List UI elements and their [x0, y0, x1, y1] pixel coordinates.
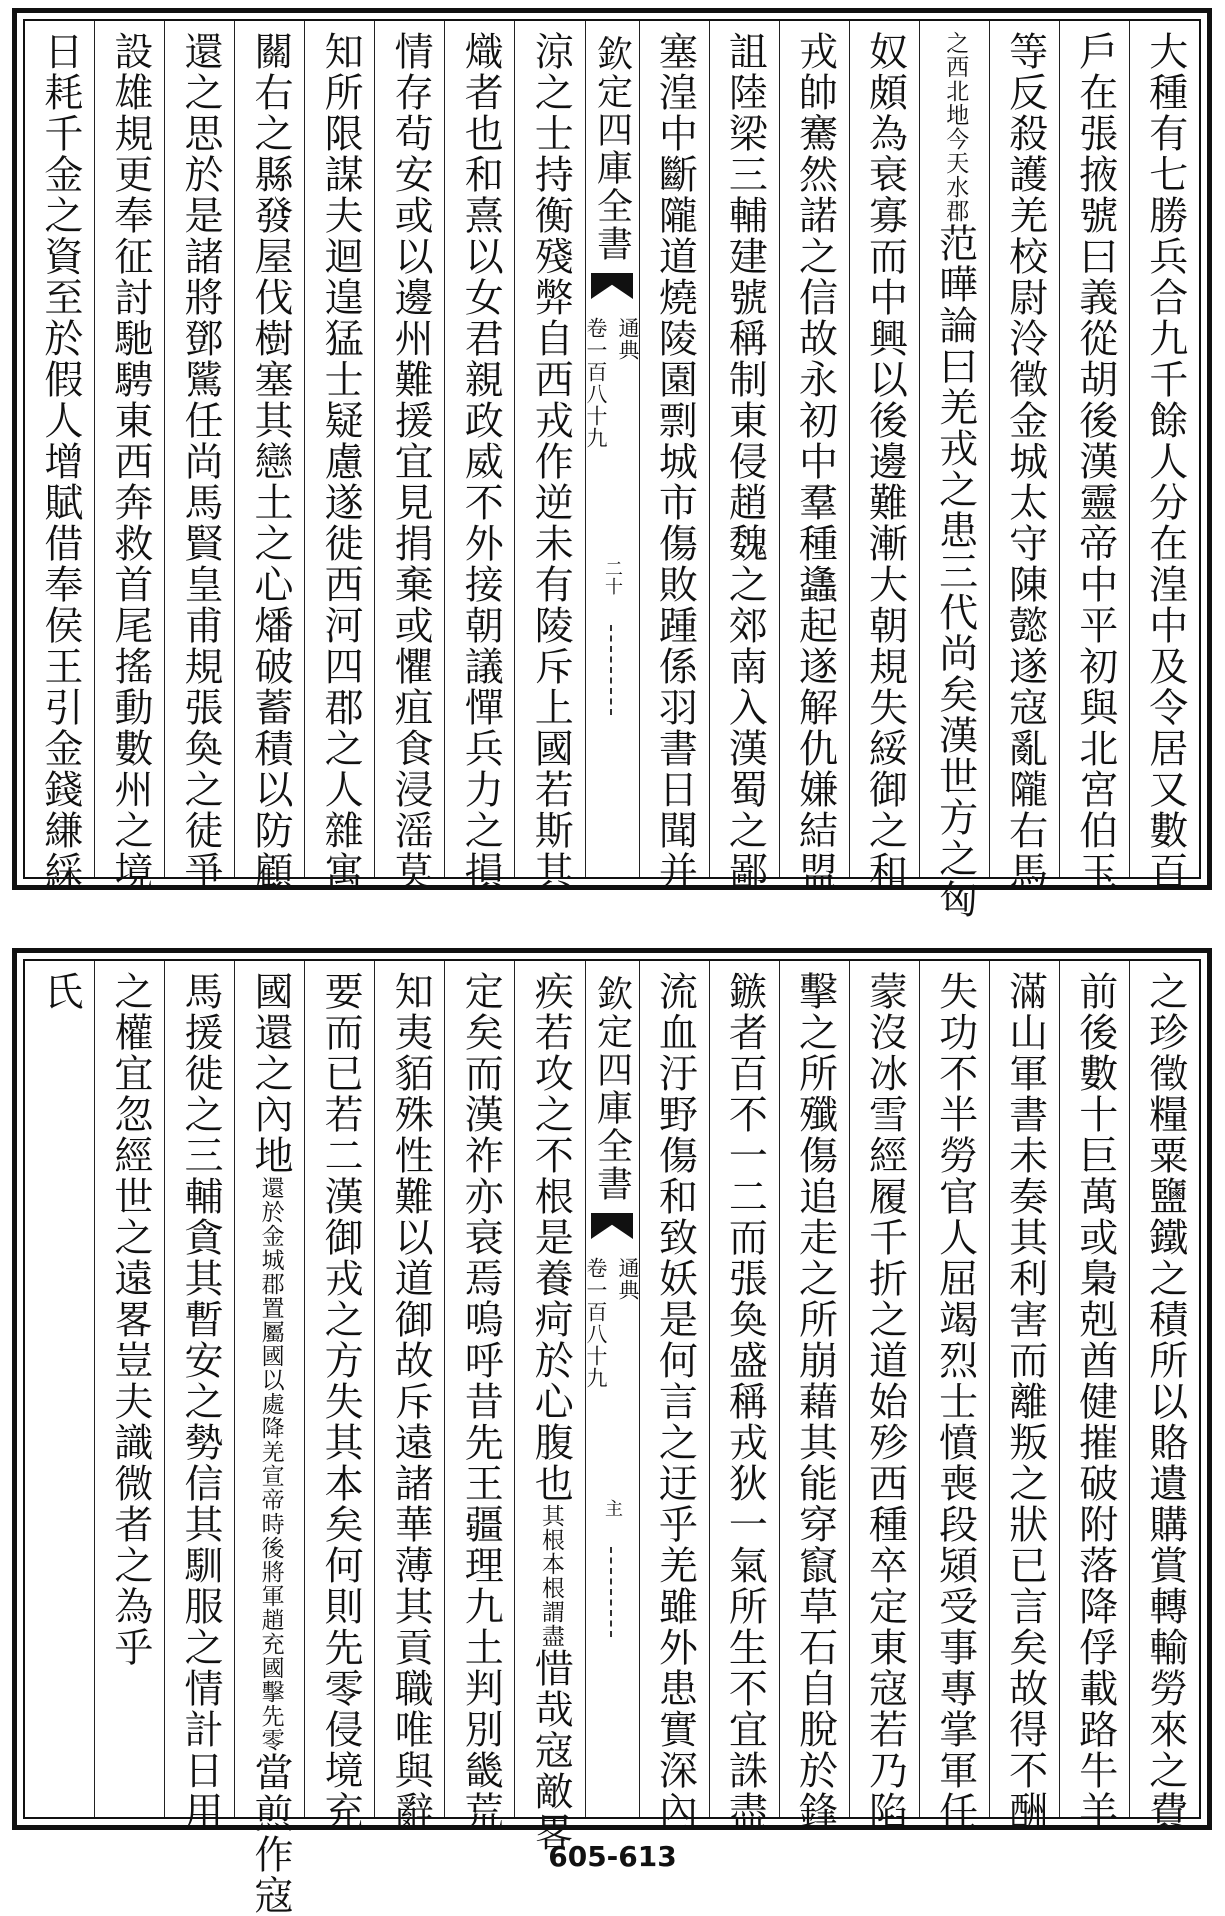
- main-text: 馬援徙之三輔貪其暫安之勢信其馴服之情計日用: [177, 971, 223, 1832]
- text-column: [989, 961, 1059, 1832]
- annotation-line: 今天水郡: [942, 127, 969, 223]
- text-column: [709, 21, 779, 892]
- main-text: 范曄論曰羌戎之患三代尚矣漢世方之匈: [932, 223, 978, 920]
- text-column: [94, 961, 164, 1817]
- main-text: 滿山軍書未奏其利害而離叛之狀已言矣故得不酬: [1002, 971, 1048, 1832]
- book-name: 通典: [616, 1257, 640, 1301]
- main-text: 前後數十巨萬或梟剋酋健摧破附落降俘載路牛羊: [1072, 971, 1118, 1832]
- main-text: 關右之縣發屋伐樹塞其戀土之心燔破蓄積以防顧: [248, 31, 294, 892]
- text-column: [374, 21, 444, 892]
- volume-number: 卷一百八十九: [584, 1257, 608, 1389]
- text-column: [779, 21, 849, 892]
- center-fold: [585, 21, 639, 877]
- main-text: 設雄規更奉征討馳騁東西奔救首尾搖動數州之境: [107, 31, 153, 892]
- volume-info: [581, 317, 643, 449]
- book-name: 通典: [616, 317, 640, 361]
- main-text: 熾者也和熹以女君親政威不外接朝議憚兵力之損: [458, 31, 504, 892]
- main-text: 情存茍安或以邊州難援宜見捐棄或懼疽食浸滛莫: [388, 31, 434, 892]
- annotation-note: [939, 31, 969, 223]
- main-text: 詛陸梁三輔建號稱制東侵趙魏之郊南入漢蜀之鄙: [722, 31, 768, 892]
- main-text: 戶在張掖號曰義從胡後漢靈帝中平初與北宮伯玉: [1072, 31, 1118, 892]
- text-column: [164, 21, 234, 892]
- text-column: [639, 21, 709, 892]
- fishtail-mark-icon: [591, 273, 633, 299]
- annotation-line: 根謂盡: [537, 1576, 564, 1648]
- main-text: 等反殺護羌校尉泠徵金城太守陳懿遂寇亂隴右馬: [1002, 31, 1048, 892]
- main-text: 還之思於是諸將鄧騭任尚馬賢皇甫規張奐之徒爭: [177, 31, 223, 892]
- top-page-frame: [23, 19, 1201, 920]
- text-column: [1059, 961, 1129, 1832]
- text-column: [1129, 21, 1199, 892]
- annotation-line: 宣帝時後將軍趙充國擊先零: [257, 1464, 284, 1752]
- main-text: 蒙沒冰雪經履千折之道始殄西種卒定東寇若乃陷: [862, 971, 908, 1832]
- main-text: 要而已若二漢御戎之方失其本矣何則先零侵境充: [318, 971, 364, 1832]
- text-column: [234, 21, 304, 892]
- text-column: [639, 961, 709, 1832]
- main-text: 當煎作寇: [248, 1752, 294, 1916]
- center-fold: [585, 961, 639, 1817]
- text-column: [1129, 961, 1199, 1832]
- text-column: [849, 961, 919, 1832]
- main-text: 惜哉寇敵畧: [528, 1648, 574, 1853]
- main-text: 疾若攻之不根是養疴於心腹也: [528, 971, 574, 1504]
- main-text: 奴頗為衰寡而中興以後邊難漸大朝規失綏御之和: [862, 31, 908, 892]
- text-column: [444, 21, 514, 892]
- main-text: 塞湟中斷隴道燒陵園剽城市傷敗踵係羽書日聞并: [652, 31, 698, 892]
- text-column: [444, 961, 514, 1832]
- main-text: 國還之內地: [248, 971, 294, 1176]
- folio-number: 主: [602, 1499, 623, 1517]
- annotation-note: [535, 1504, 565, 1648]
- main-text: 知夷貊殊性難以道御故斥遠諸華薄其貢職唯與辭: [388, 971, 434, 1832]
- top-page: [12, 8, 1212, 920]
- text-column: [94, 21, 164, 892]
- text-column: [849, 21, 919, 892]
- main-text: 鏃者百不一二而張奐盛稱戎狄一氣所生不宜誅盡: [722, 971, 768, 1832]
- book-title: 欽定四庫全書: [591, 35, 633, 263]
- text-column: [779, 961, 849, 1832]
- text-column: [989, 21, 1059, 892]
- fold-line: [610, 625, 614, 715]
- page-number: 605-613: [548, 1840, 677, 1873]
- main-text: 涼之士持衡殘弊自西戎作逆未有陵斥上國若斯其: [528, 31, 574, 892]
- main-text: 氏: [37, 971, 83, 1012]
- text-column: [709, 961, 779, 1832]
- text-column: [304, 21, 374, 892]
- main-text: 定矣而漢祚亦衰焉嗚呼昔先王疆理九土判別畿荒: [458, 971, 504, 1832]
- book-title: 欽定四庫全書: [591, 975, 633, 1203]
- fold-line: [610, 1547, 614, 1637]
- main-text: 戎帥騫然諾之信故永初中羣種蠭起遂解仇嫌結盟: [792, 31, 838, 892]
- text-column: [919, 961, 989, 1832]
- annotation-line: 之西北地: [942, 31, 969, 127]
- annotation-line: 還於金城郡置屬國以處降羌: [257, 1176, 284, 1464]
- folio-number: 二十: [602, 559, 623, 595]
- text-column: [1059, 21, 1129, 892]
- main-text: 日耗千金之資至於假人增賦借奉侯王引金錢縑綵: [37, 31, 83, 892]
- text-column: [234, 961, 304, 1916]
- volume-number: 卷一百八十九: [584, 317, 608, 449]
- text-column: [164, 961, 234, 1832]
- text-column: [25, 21, 94, 892]
- main-text: 失功不半勞官人屈竭烈士憤喪段熲受事專掌軍任: [932, 971, 978, 1832]
- annotation-note: [255, 1176, 285, 1752]
- text-column: [919, 21, 989, 920]
- fishtail-mark-icon: [591, 1213, 633, 1239]
- volume-info: [581, 1257, 643, 1389]
- main-text: 之權宜忽經世之遠畧豈夫識微者之為乎: [107, 971, 153, 1668]
- text-column: [304, 961, 374, 1832]
- main-text: 擊之所殲傷追走之所崩藉其能穿竄草石自脫於鋒: [792, 971, 838, 1832]
- text-column: [514, 961, 584, 1853]
- text-column: [514, 21, 584, 892]
- main-text: 大種有七勝兵合九千餘人分在湟中及令居又數百: [1142, 31, 1188, 892]
- main-text: 之珍徵糧粟鹽鐵之積所以賂遺購賞轉輸勞來之費: [1142, 971, 1188, 1832]
- main-text: 流血汙野傷和致妖是何言之迂乎羌雖外患實深內: [652, 971, 698, 1832]
- text-column: [374, 961, 444, 1832]
- text-column: [25, 961, 94, 1817]
- main-text: 知所限謀夫迴遑猛士疑慮遂徙西河四郡之人雜寓: [318, 31, 364, 892]
- annotation-line: 其根本: [537, 1504, 564, 1576]
